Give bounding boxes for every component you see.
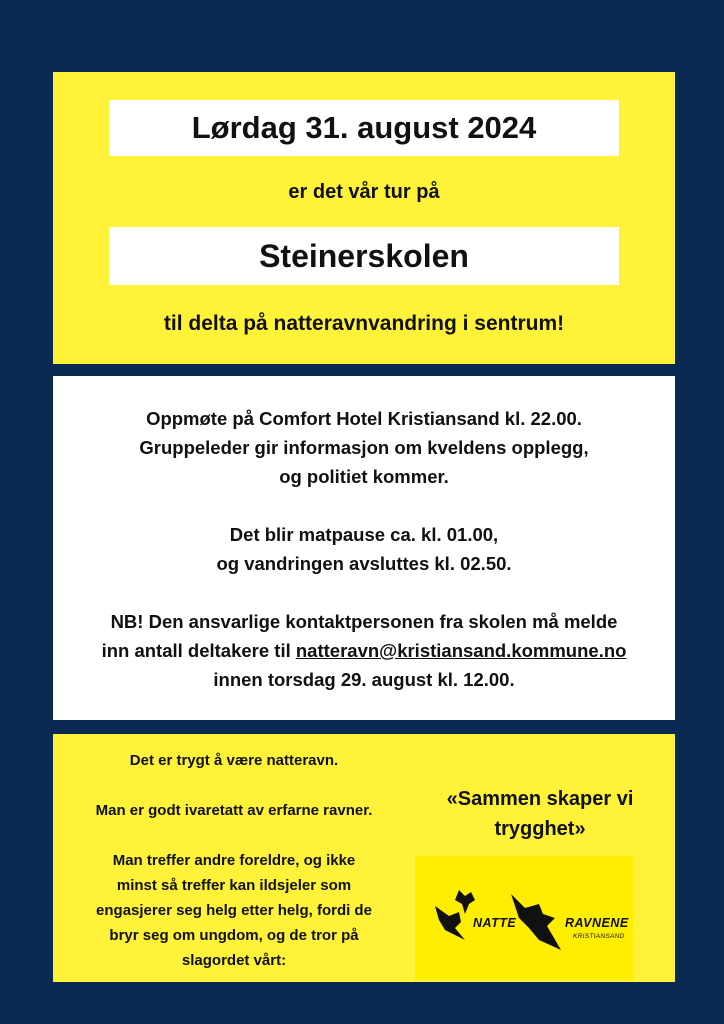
footer-line: engasjerer seg helg etter helg, fordi de <box>96 902 372 919</box>
school-name: Steinerskolen <box>109 227 619 285</box>
footer-line: Man er godt ivaretatt av erfarne ravner. <box>95 802 373 819</box>
raven-big-icon <box>511 894 561 950</box>
info-line: Gruppeleder gir informasjon om kveldens opplegg, <box>139 437 589 458</box>
info-line-email <box>53 636 675 665</box>
logo-word-ravnene: RAVNENE <box>565 916 629 930</box>
info-panel <box>53 376 675 720</box>
slogan-line: «Sammen skaper vi <box>446 788 634 810</box>
footer-line: Det er trygt å være natteravn. <box>129 752 339 769</box>
email-prefix: inn antall deltakere til <box>101 640 296 661</box>
header-panel <box>53 72 675 364</box>
info-line: Det blir matpause ca. kl. 01.00, <box>229 524 499 545</box>
date-heading: Lørdag 31. august 2024 <box>109 100 619 156</box>
info-line: Oppmøte på Comfort Hotel Kristiansand kl. 22.00. <box>146 408 582 429</box>
footer-panel <box>53 734 675 982</box>
info-line: NB! Den ansvarlige kontaktpersonen fra skolen må melde <box>110 611 618 632</box>
natteravnene-logo <box>415 856 633 980</box>
footer-line: minst så treffer kan ildsjeler som <box>116 877 352 894</box>
raven-left-icon <box>435 906 465 940</box>
slogan-line: trygghet» <box>494 818 586 840</box>
info-line: og politiet kommer. <box>279 466 449 487</box>
info-text <box>53 404 675 694</box>
footer-line: slagordet vårt: <box>181 952 287 969</box>
footer-line: Man treffer andre foreldre, og ikke <box>112 852 356 869</box>
raven-small-icon <box>455 890 475 914</box>
turn-text: er det vår tur på <box>288 181 440 203</box>
footer-line: bryr seg om ungdom, og de tror på <box>109 927 359 944</box>
purpose-text: til delta på natteravnvandring i sentrum! <box>163 312 565 335</box>
info-line: innen torsdag 29. august kl. 12.00. <box>213 669 515 690</box>
email-link[interactable]: natteravn@kristiansand.kommune.no <box>295 640 627 661</box>
info-line: og vandringen avsluttes kl. 02.50. <box>216 553 512 574</box>
logo-subtitle: KRISTIANSAND <box>573 933 625 940</box>
slogan <box>425 784 655 844</box>
logo-word-natte: NATTE <box>473 916 517 930</box>
footer-text <box>53 748 415 973</box>
